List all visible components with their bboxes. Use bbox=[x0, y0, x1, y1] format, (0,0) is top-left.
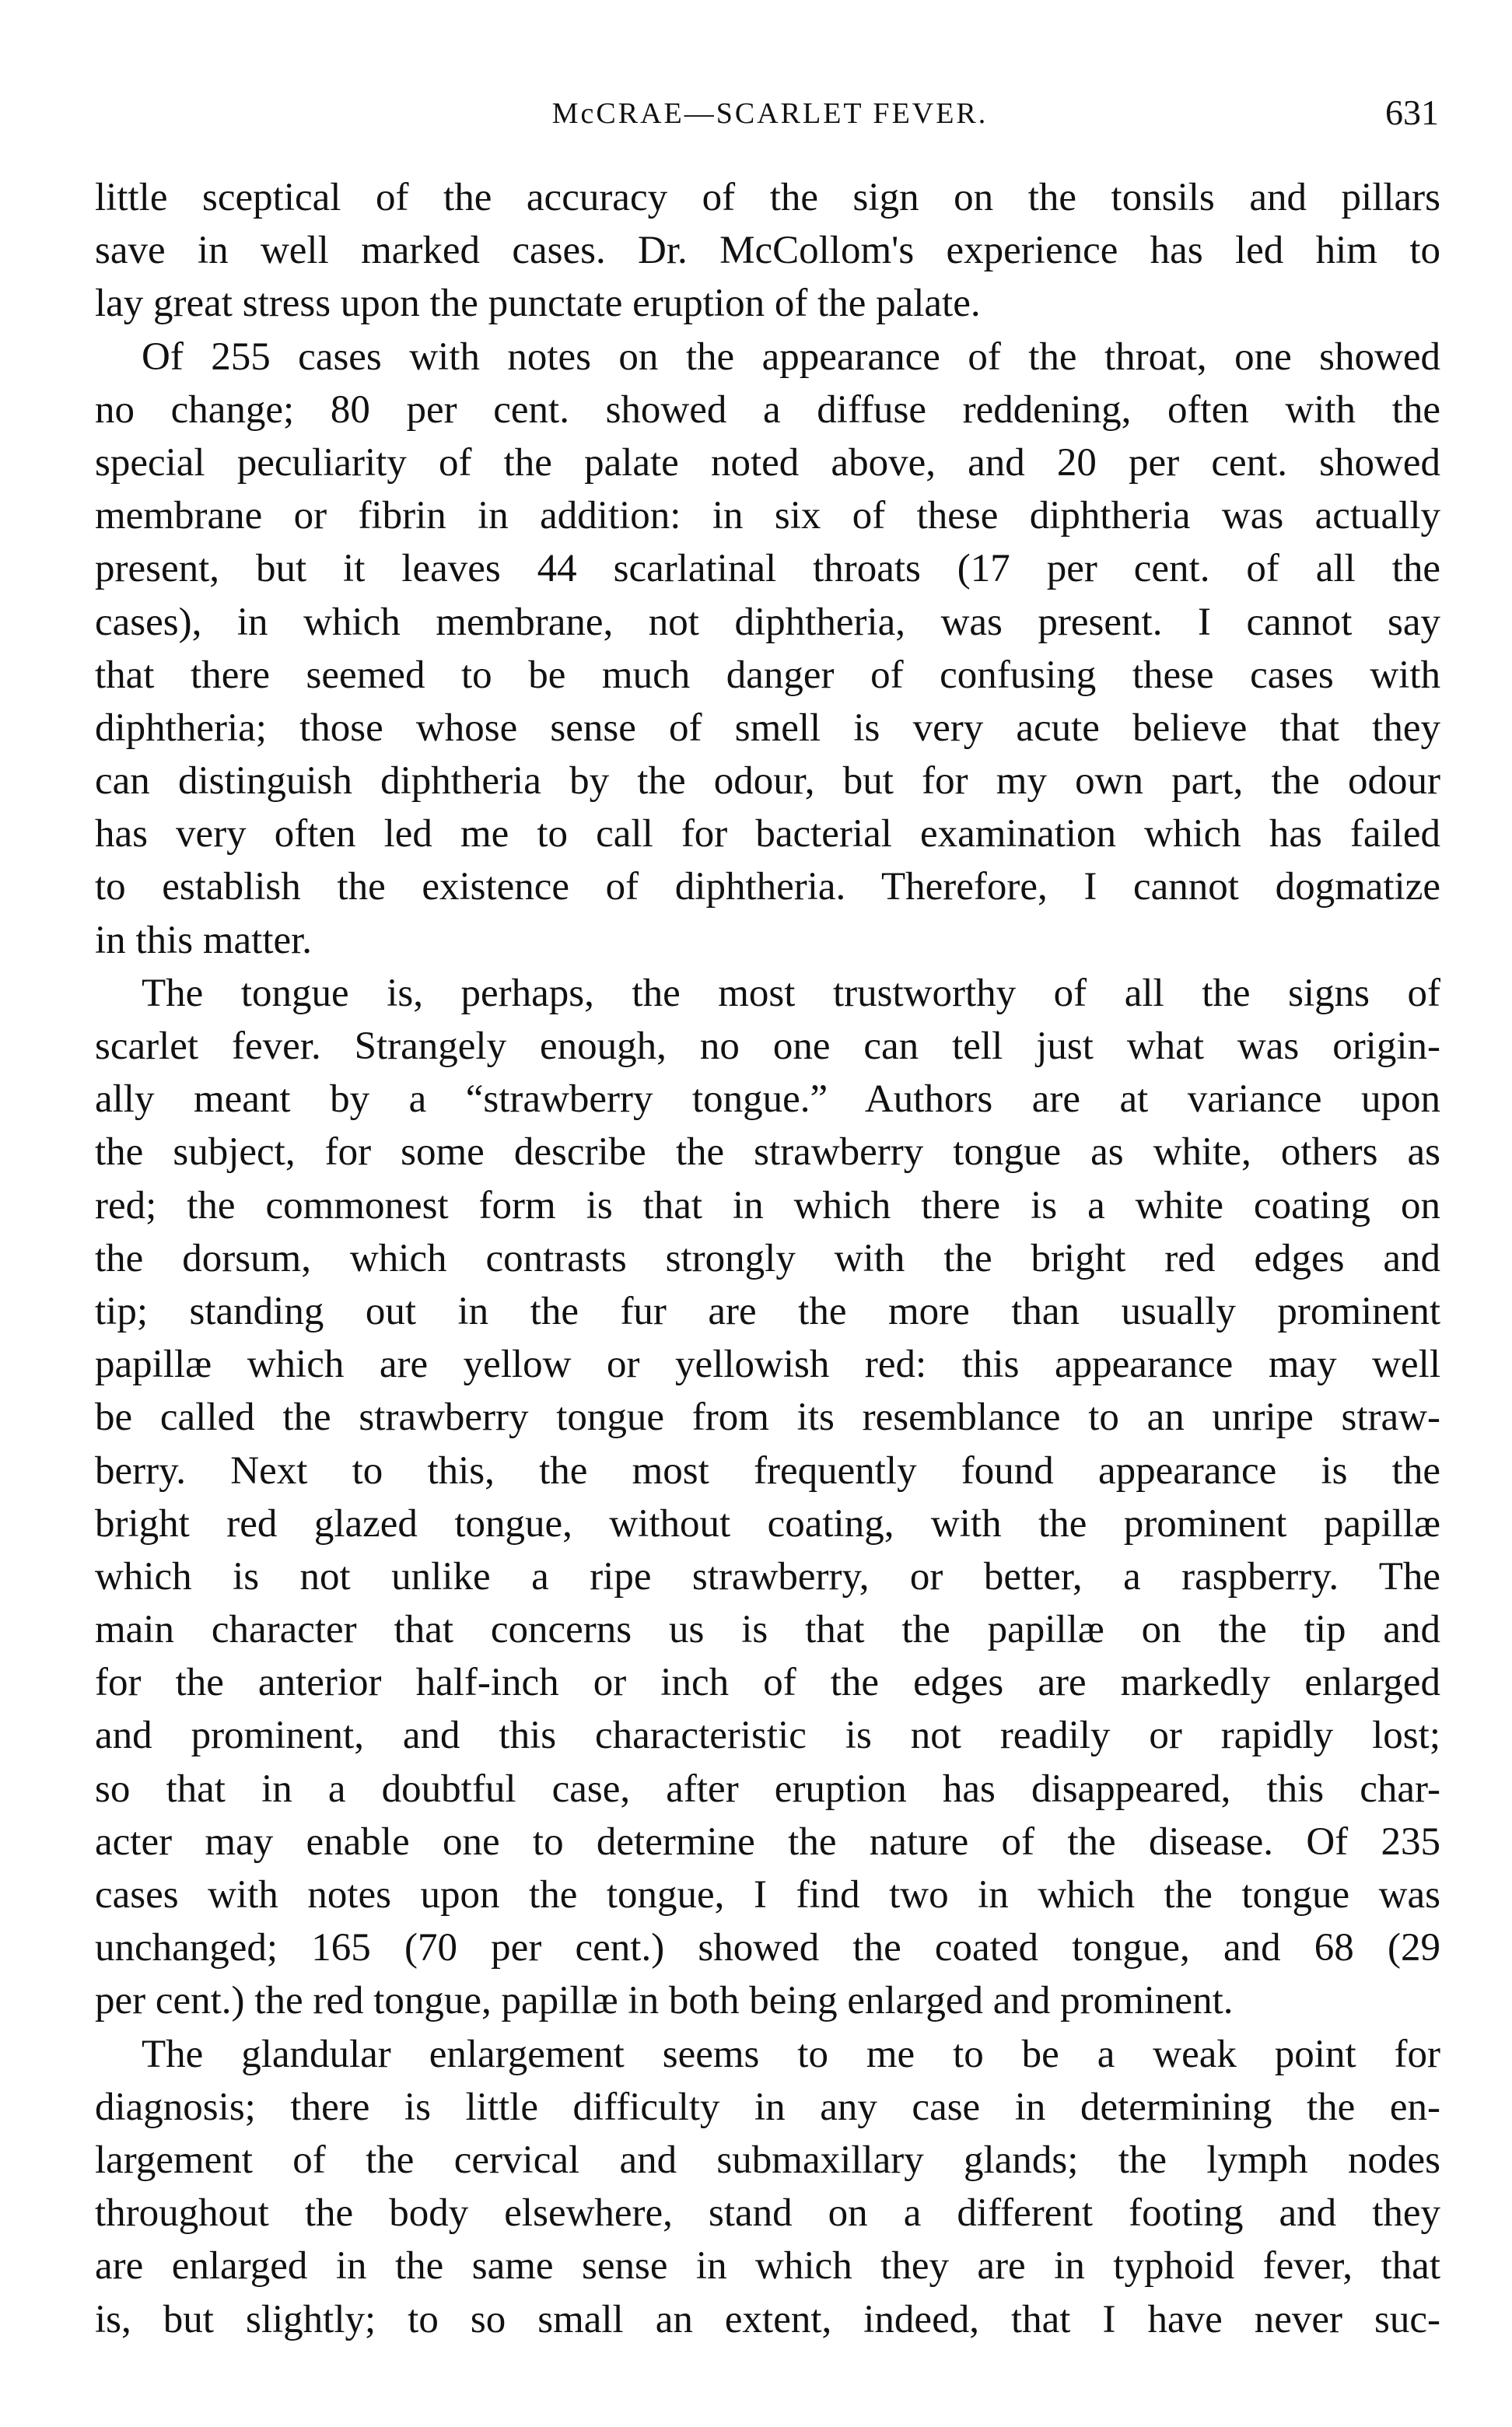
text-line: present, but it leaves 44 scarlatinal throats (17 per cent. of all the bbox=[95, 547, 1440, 591]
text-line: acter may enable one to determine the nature of the disease. Of 235 bbox=[95, 1819, 1440, 1864]
text-line: be called the strawberry tongue from its resemblance to an unripe straw- bbox=[95, 1396, 1440, 1440]
text-line: to establish the existence of diphtheria. Therefore, I cannot dogmatize bbox=[95, 865, 1440, 909]
text-line: membrane or fibrin in addition: in six of these diphtheria was actually bbox=[95, 494, 1440, 538]
text-line: lay great stress upon the punctate eruption of the palate. bbox=[95, 282, 981, 326]
text-line: berry. Next to this, the most frequently found appearance is the bbox=[95, 1448, 1440, 1493]
text-line: so that in a doubtful case, after eruption has disappeared, this char- bbox=[95, 1767, 1440, 1811]
page-header bbox=[101, 92, 1439, 138]
page-number: 631 bbox=[1385, 93, 1439, 132]
text-line: The tongue is, perhaps, the most trustworthy of all the signs of bbox=[142, 971, 1440, 1015]
text-line: papillæ which are yellow or yellowish red: this appearance may well bbox=[95, 1343, 1440, 1387]
text-line: largement of the cervical and submaxillary glands; the lymph nodes bbox=[95, 2138, 1440, 2182]
text-line: save in well marked cases. Dr. McCollom's experience has led him to bbox=[95, 229, 1440, 273]
text-line: for the anterior half-inch or inch of the edges are markedly enlarged bbox=[95, 1661, 1440, 1705]
text-line: diagnosis; there is little difficulty in any case in determining the en- bbox=[95, 2085, 1440, 2129]
text-line: can distinguish diphtheria by the odour, but for my own part, the odour bbox=[95, 759, 1440, 804]
text-line: no change; 80 per cent. showed a diffuse reddening, often with the bbox=[95, 387, 1440, 432]
running-title: McCRAE—SCARLET FEVER. bbox=[551, 97, 989, 130]
text-line: special peculiarity of the palate noted above, and 20 per cent. showed bbox=[95, 440, 1440, 485]
text-line: main character that concerns us is that the papillæ on the tip and bbox=[95, 1608, 1440, 1652]
text-line: bright red glazed tongue, without coating, with the prominent papillæ bbox=[95, 1501, 1440, 1546]
body-text bbox=[95, 171, 1440, 2346]
text-line: and prominent, and this characteristic is not readily or rapidly lost; bbox=[95, 1714, 1440, 1758]
text-line: Of 255 cases with notes on the appearance of the throat, one showed bbox=[142, 334, 1440, 379]
text-line: ally meant by a “strawberry tongue.” Authors are at variance upon bbox=[95, 1077, 1440, 1122]
text-line: in this matter. bbox=[95, 918, 313, 962]
text-line: that there seemed to be much danger of confusing these cases with bbox=[95, 653, 1440, 697]
text-line: red; the commonest form is that in which there is a white coating on bbox=[95, 1183, 1440, 1228]
text-line: are enlarged in the same sense in which they are in typhoid fever, that bbox=[95, 2244, 1440, 2289]
text-line: the dorsum, which contrasts strongly with the bright red edges and bbox=[95, 1236, 1440, 1280]
text-line: per cent.) the red tongue, papillæ in both being enlarged and prominent. bbox=[95, 1979, 1234, 2023]
text-line: the subject, for some describe the strawberry tongue as white, others as bbox=[95, 1130, 1440, 1175]
text-line: scarlet fever. Strangely enough, no one can tell just what was origin- bbox=[95, 1024, 1440, 1068]
text-line: diphtheria; those whose sense of smell is very acute believe that they bbox=[95, 706, 1440, 750]
text-line: cases with notes upon the tongue, I find two in which the tongue was bbox=[95, 1873, 1440, 1917]
text-line: has very often led me to call for bacterial examination which has failed bbox=[95, 812, 1440, 856]
text-line: The glandular enlargement seems to me to be a weak point for bbox=[142, 2032, 1440, 2076]
text-line: is, but slightly; to so small an extent, indeed, that I have never suc- bbox=[95, 2297, 1440, 2341]
text-line: throughout the body elsewhere, stand on a different footing and they bbox=[95, 2191, 1440, 2236]
text-line: little sceptical of the accuracy of the sign on the tonsils and pillars bbox=[95, 176, 1440, 219]
text-line: which is not unlike a ripe strawberry, or better, a raspberry. The bbox=[95, 1554, 1440, 1599]
text-line: tip; standing out in the fur are the more than usually prominent bbox=[95, 1289, 1440, 1333]
text-line: cases), in which membrane, not diphtheria, was present. I cannot say bbox=[95, 600, 1440, 644]
text-line: unchanged; 165 (70 per cent.) showed the coated tongue, and 68 (29 bbox=[95, 1926, 1440, 1970]
